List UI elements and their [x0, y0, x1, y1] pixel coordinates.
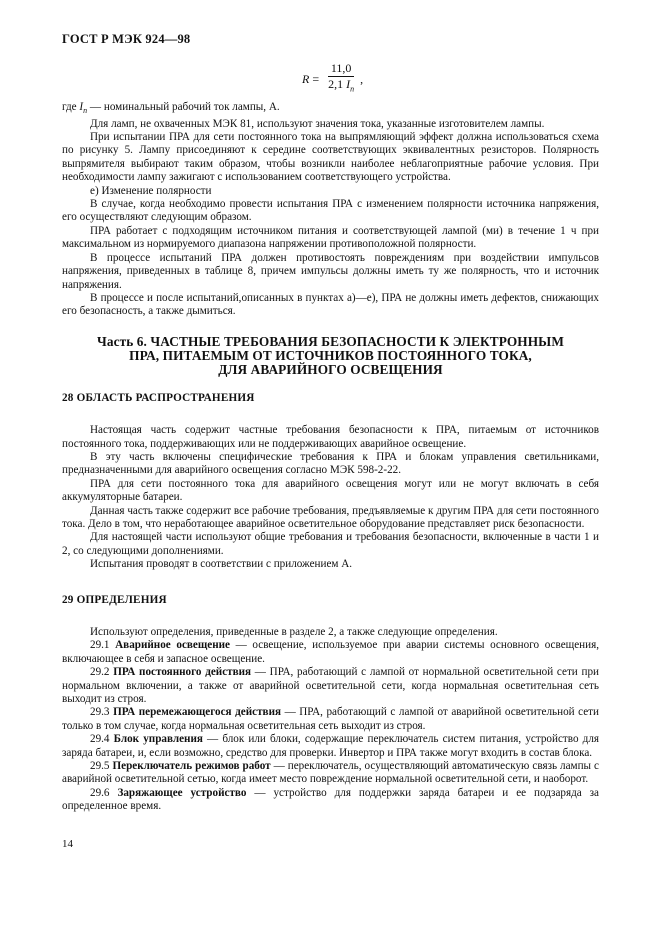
formula-lhs: R	[302, 71, 310, 86]
paragraph: Для ламп, не охваченных МЭК 81, используют значения тока, указанные изготовителем лампы.	[90, 117, 545, 130]
section-29-title: 29 ОПРЕДЕЛЕНИЯ	[62, 593, 167, 606]
paragraph: Испытания проводят в соответствии с приложением А.	[90, 558, 353, 571]
paragraph: ПРА для сети постоянного тока для аварийного освещения могут или не могут включать в себя аккумуляторные батареи.	[62, 477, 599, 504]
document-body	[62, 101, 599, 814]
definition-term: Заряжающее устройство	[117, 786, 247, 799]
paragraph: Данная часть также содержит все рабочие требования, предъявляемые к другим ПРА для сети постоянного тока. Дело в том, что неработающее аварийное осветительное оборудование представляет риск безопасности.	[62, 504, 599, 530]
definition-item: 29.6 Заряжающее устройство — устройство для поддержки заряда батареи и ее подзаряда за определенное время.	[62, 786, 600, 813]
formula-tail: ,	[360, 71, 364, 86]
paragraph: Используют определения, приведенные в разделе 2, а также следующие определения.	[90, 626, 498, 638]
part-6-title: Часть 6. ЧАСТНЫЕ ТРЕБОВАНИЯ БЕЗОПАСНОСТИ К ЭЛЕКТРОННЫМ ПРА, ПИТАЕМЫМ ОТ ИСТОЧНИКОВ ПОСТОЯННОГО ТОКА, ДЛЯ АВАРИЙНОГО ОСВЕЩЕНИЯ	[97, 333, 564, 377]
formula-numerator: 11,0	[328, 62, 355, 77]
paragraph: При испытании ПРА для сети постоянного тока на выпрямляющий эффект должна использоваться схема по рисунку 5. Лампу присоединяют к середине соответствующих эквивалентных резисторов. Полярность выпрямителя выбирают таким образом, чтобы возникли наиболее неблагоприятные рабочие условия. При необходимости лампу зажигают с использованием соответствующего устройства.	[62, 131, 599, 184]
formula-denominator: 2,1 $I_n$	[328, 77, 355, 94]
definition-term: Переключатель режимов работ	[112, 760, 271, 773]
definition-item: 29.2 ПРА постоянного действия — ПРА, работающий с лампой от нормальной осветительной сети при нормальном включении, а также от аварийной осветительной сети, когда нормальная осветительная сеть выходит из строя.	[62, 666, 599, 706]
paragraph: В случае, когда необходимо провести испытания ПРА с изменением полярности источника напряжения, его осуществляют следующим образом.	[62, 198, 599, 224]
definition-item: 29.1 Аварийное освещение — освещение, используемое при аварии системы основного освещения, включающее в себя и запасное освещение.	[62, 639, 599, 665]
section-28-title: 28 ОБЛАСТЬ РАСПРОСТРАНЕНИЯ	[62, 391, 255, 404]
definition-item: 29.3 ПРА перемежающегося действия — ПРА, работающий с лампой от аварийной осветительной сети только в том случае, когда нормальная осветительная сеть выходит из строя.	[62, 706, 600, 732]
resistance-formula	[302, 62, 363, 96]
formula-fraction	[325, 62, 357, 95]
formula-explanation: где $I_n$ — номинальный рабочий ток лампы, А.	[62, 101, 280, 116]
list-item-heading: е) Изменение полярности	[90, 184, 212, 197]
paragraph: ПРА работает с подходящим источником питания и соответствующей лампой (ми) в течение 1 ч при максимальном из нормируемого диапазона напряжении противоположной полярности.	[62, 224, 599, 251]
paragraph: В процессе испытаний ПРА должен противостоять повреждениям при воздействии импульсов напряжения, приведенных в таблице 8, причем импульсы должны иметь ту же полярность, что и источник напряжения.	[62, 251, 599, 291]
page-number: 14	[62, 838, 73, 850]
definition-term: ПРА постоянного действия	[113, 666, 252, 679]
paragraph: В процессе и после испытаний,описанных в пунктах а)—е), ПРА не должны иметь дефектов, снижающих его безопасность, а также дымиться.	[62, 291, 599, 318]
document-header: ГОСТ Р МЭК 924—98	[62, 32, 191, 46]
definition-item: 29.5 Переключатель режимов работ — переключатель, осуществляющий автоматическую связь лампы с аварийной осветительной сетью, когда имеет место повреждение нормальной осветительной сети, и наоборот.	[62, 760, 599, 786]
definition-term: ПРА перемежающегося действия	[113, 706, 282, 719]
paragraph: В эту часть включены специфические требования к ПРА и блокам управления светильниками, предназначенными для аварийного освещения согласно МЭК 598-2-22.	[62, 450, 599, 477]
paragraph: Для настоящей части используют общие требования и требования безопасности, включенные в части 1 и 2, со следующими дополнениями.	[62, 531, 599, 557]
definition-item: 29.4 Блок управления — блок или блоки, содержащие переключатель систем питания, устройство для заряда батареи, и, если возможно, средство для проверки. Инвертор и ПРА также могут входить в состав блока.	[62, 733, 599, 759]
definition-term: Аварийное освещение	[115, 639, 230, 652]
formula-equals: =	[309, 71, 323, 86]
definition-term: Блок управления	[113, 733, 203, 746]
paragraph: Настоящая часть содержит частные требования безопасности к ПРА, питаемым от источников постоянного тока, поддерживающих или не поддерживающих аварийное освещение.	[62, 424, 599, 450]
